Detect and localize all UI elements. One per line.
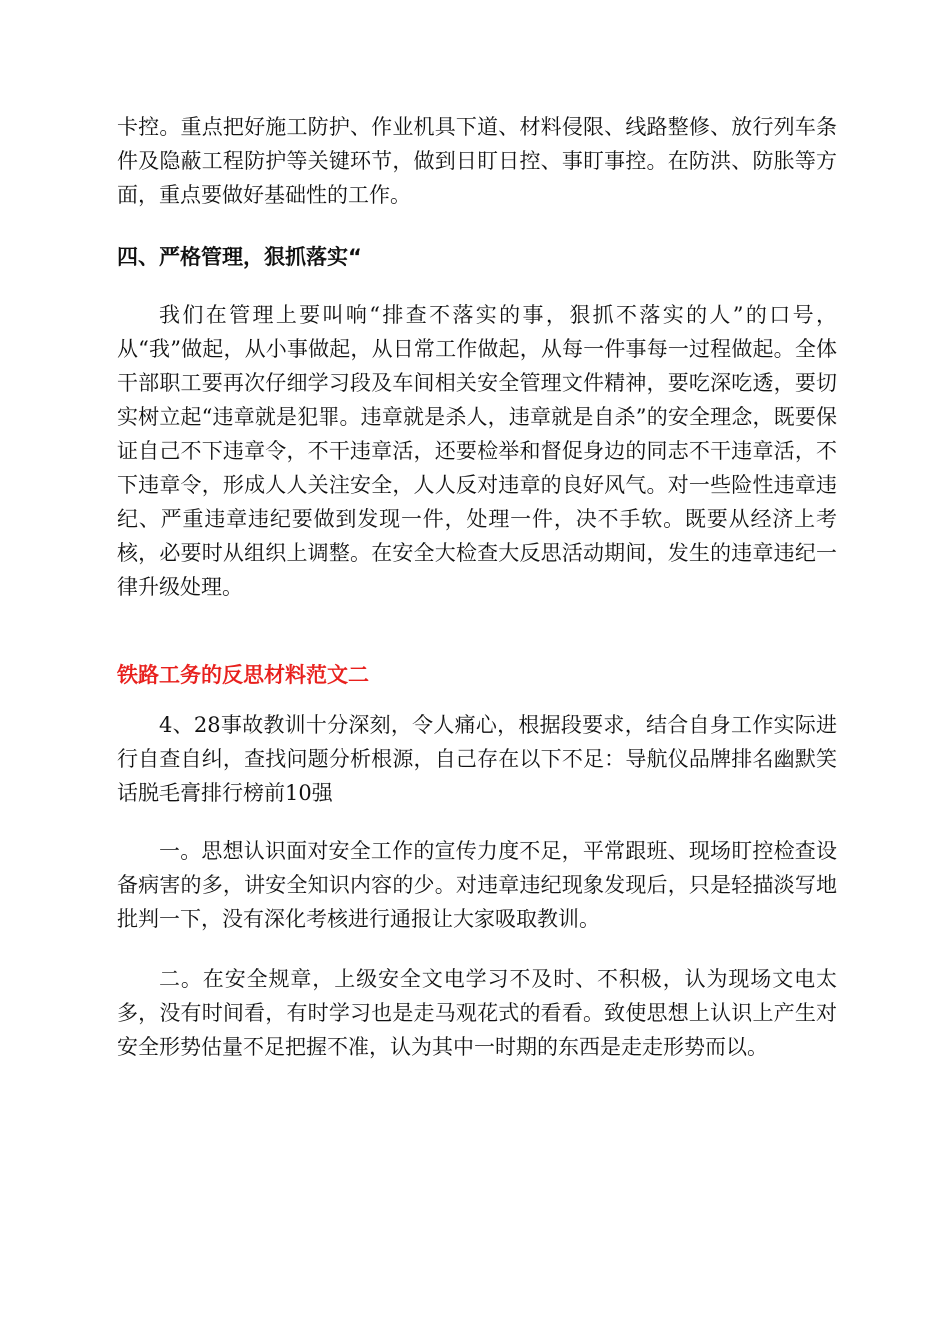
paragraph-shortcoming-1: 一。思想认识面对安全工作的宣传力度不足，平常跟班、现场盯控检查设备病害的多，讲安全知识内容的少。对违章违纪现象发现后，只是轻描淡写地批判一下，没有深化考核进行通报让大家吸取教训。 <box>117 839 837 931</box>
paragraph-accident-lesson: 4、28事故教训十分深刻，令人痛心，根据段要求，结合自身工作实际进行自查自纠，查找问题分析根源，自己存在以下不足：导航仪品牌排名幽默笑话脱毛膏排行榜前10强 <box>117 713 837 805</box>
paragraph-shortcoming-2: 二。在安全规章，上级安全文电学习不及时、不积极，认为现场文电太多，没有时间看，有时学习也是走马观花式的看看。致使思想上认识上产生对安全形势估量不足把握不准，认为其中一时期的东西是走走形势而以。 <box>117 967 837 1059</box>
article-section-title: 铁路工务的反思材料范文二 <box>117 663 369 687</box>
paragraph-continuation: 卡控。重点把好施工防护、作业机具下道、材料侵限、线路整修、放行列车条件及隐蔽工程防护等关键环节，做到日盯日控、事盯事控。在防洪、防胀等方面，重点要做好基础性的工作。 <box>117 115 837 207</box>
paragraph-management: 我们在管理上要叫响“排查不落实的事，狠抓不落实的人”的口号，从“我”做起，从小事做起，从日常工作做起，从每一件事每一过程做起。全体干部职工要再次仔细学习段及车间相关安全管理文件精神，要吃深吃透，要切实树立起“违章就是犯罪。违章就是杀人，违章就是自杀”的安全理念，既要保证自己不下违章令，不干违章活，还要检举和督促身边的同志不干违章活，不下违章令，形成人人关注安全，人人反对违章的良好风气。对一些险性违章违纪、严重违章违纪要做到发现一件，处理一件，决不手软。既要从经济上考核，必要时从组织上调整。在安全大检查大反思活动期间，发生的违章违纪一律升级处理。 <box>117 303 837 599</box>
section-heading-4: 四、严格管理，狠抓落实“ <box>117 245 362 269</box>
